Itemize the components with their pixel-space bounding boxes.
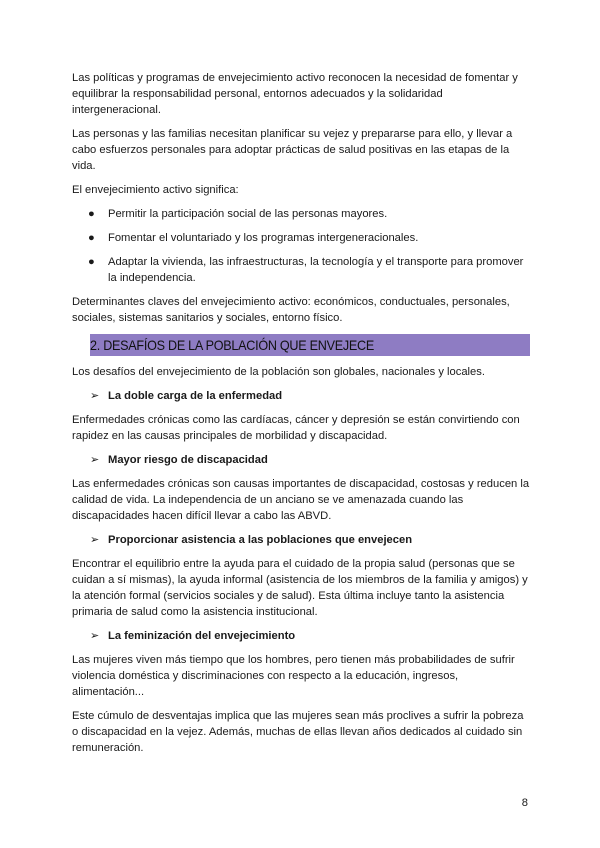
arrow-icon: ➢ — [90, 390, 100, 402]
bullet-icon: ● — [88, 208, 95, 220]
intro-paragraph: El envejecimiento activo significa: — [72, 184, 239, 196]
document-page — [72, 70, 530, 764]
intro-paragraph: Las personas y las familias necesitan planificar su vejez y prepararse para ello, y llevar a cabo esfuerzos personales para adoptar prácticas de salud positivas en las etapas de la vida. — [72, 128, 513, 172]
determinantes-paragraph: Determinantes claves del envejecimiento activo: económicos, conductuales, personales, sociales, sistemas sanitarios y sociales, entorno físico. — [72, 296, 510, 324]
subsection-paragraph: Las enfermedades crónicas son causas importantes de discapacidad, costosas y reducen la calidad de vida. La independencia de un anciano se ve amenazada cuando las discapacidades hacen difícil llevar a cabo las ABVD. — [72, 478, 530, 522]
subsection-paragraph: Enfermedades crónicas como las cardíacas, cáncer y depresión se están convirtiendo con rapidez en las causas principales de morbilidad y discapacidad. — [72, 414, 520, 442]
intro-paragraph: Las políticas y programas de envejecimiento activo reconocen la necesidad de fomentar y equilibrar la responsabilidad personal, entornos adecuados y la solidaridad intergeneracional. — [72, 72, 518, 116]
subsection-heading: ➢ Proporcionar asistencia a las poblaciones que envejecen — [90, 534, 413, 546]
subsection-heading: ➢ La doble carga de la enfermedad — [90, 390, 283, 402]
section-heading — [90, 334, 530, 356]
list-item: ● Fomentar el voluntariado y los programas intergeneracionales. — [88, 232, 419, 244]
bullet-list — [72, 206, 530, 286]
arrow-icon: ➢ — [90, 454, 100, 466]
list-item: ● Adaptar la vivienda, las infraestructuras, la tecnología y el transporte para promover la independencia. — [88, 256, 524, 284]
page-number: 8 — [521, 797, 528, 809]
bullet-icon: ● — [88, 232, 95, 244]
subsection-paragraph: Este cúmulo de desventajas implica que las mujeres sean más proclives a sufrir la pobreza o discapacidad en la vejez. Además, muchas de ellas llevan años dedicados al cuidado sin remuneración. — [72, 710, 524, 754]
subsection-heading: ➢ La feminización del envejecimiento — [90, 630, 296, 642]
section-intro: Los desafíos del envejecimiento de la población son globales, nacionales y locales. — [72, 366, 485, 378]
arrow-icon: ➢ — [90, 534, 100, 546]
arrow-icon: ➢ — [90, 630, 100, 642]
subsection-paragraph: Encontrar el equilibrio entre la ayuda para el cuidado de la propia salud (personas que se cuidan a sí mismas), la ayuda informal (asistencia de los miembros de la familia y amigos) y la atención formal (servicios sociales y de salud). Esta última incluye tanto la asistencia primaria de salud como la asistencia institucional. — [72, 558, 528, 618]
bullet-icon: ● — [88, 256, 95, 268]
subsection-heading: ➢ Mayor riesgo de discapacidad — [90, 454, 268, 466]
section-title: 2. DESAFÍOS DE LA POBLACIÓN QUE ENVEJECE — [90, 337, 374, 353]
list-item: ● Permitir la participación social de las personas mayores. — [88, 208, 388, 220]
subsection-paragraph: Las mujeres viven más tiempo que los hombres, pero tienen más probabilidades de sufrir violencia doméstica y discriminaciones con respecto a la educación, ingresos, alimentación... — [72, 654, 515, 698]
